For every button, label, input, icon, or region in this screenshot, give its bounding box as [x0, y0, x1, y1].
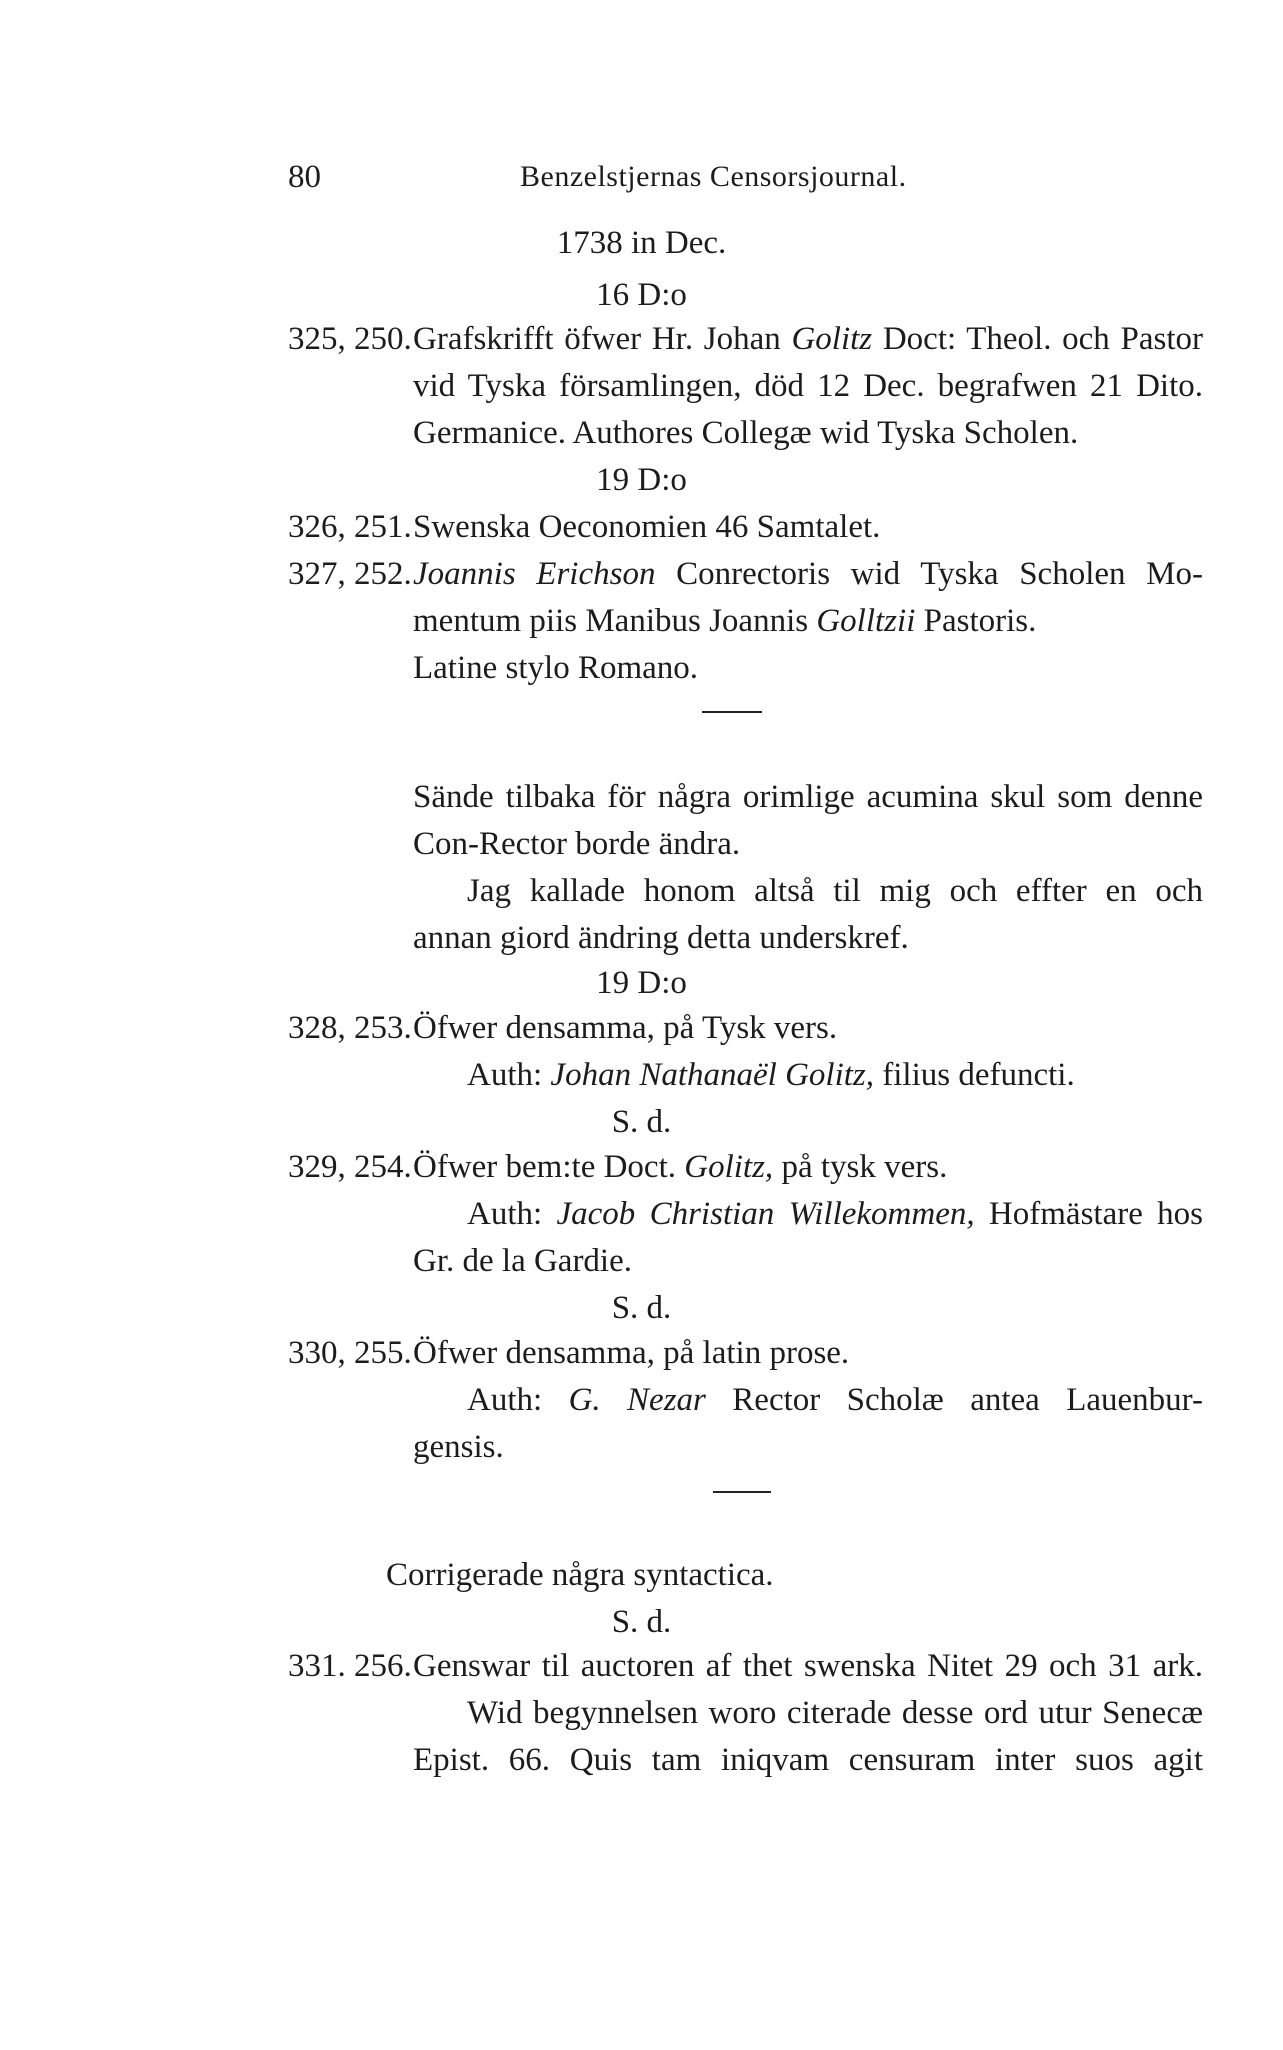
running-title: Benzelstjernas Censorsjournal. — [520, 160, 907, 193]
entry-number: 326, 251. — [288, 509, 412, 545]
entry-number: 331. 256. — [288, 1648, 412, 1684]
entry-author: Gr. de la Gardie. — [413, 1243, 632, 1279]
note-text: Corrigerade några syntactica. — [386, 1557, 774, 1593]
date-heading: S. d. — [611, 1290, 672, 1326]
entry-number: 329, 254. — [288, 1149, 412, 1185]
entry-number: 327, 252. — [288, 556, 412, 592]
note-text: annan giord ändring detta underskref. — [413, 920, 909, 956]
entry-text: mentum piis Manibus Joannis Golltzii Pastoris. — [413, 603, 1037, 639]
entry-text: Joannis Erichson Conrectoris wid Tyska Scholen Mo- — [413, 556, 1203, 592]
entry-number: 328, 253. — [288, 1010, 412, 1046]
section-divider — [713, 1491, 771, 1493]
note-text: Con-Rector borde ändra. — [413, 826, 741, 862]
section-divider — [702, 711, 762, 713]
entry-text: Wid begynnelsen woro citerade desse ord utur Senecæ — [467, 1695, 1203, 1731]
entry-author: Auth: G. Nezar Rector Scholæ antea Lauenbur- — [467, 1382, 1203, 1418]
entry-author: gensis. — [413, 1429, 504, 1465]
entry-text: Öfwer densamma, på latin prose. — [413, 1335, 850, 1371]
entry-text: Latine stylo Romano. — [413, 650, 699, 686]
entry-text: Öfwer densamma, på Tysk vers. — [413, 1010, 838, 1046]
date-heading: S. d. — [611, 1104, 672, 1140]
entry-text: Genswar til auctoren af thet swenska Nitet 29 och 31 ark. — [413, 1648, 1203, 1684]
note-text: Jag kallade honom altså til mig och effter en och — [467, 873, 1203, 909]
entry-author: Auth: Jacob Christian Willekommen, Hofmästare hos — [467, 1196, 1204, 1232]
entry-text: Öfwer bem:te Doct. Golitz, på tysk vers. — [413, 1149, 948, 1185]
date-heading: 19 D:o — [596, 965, 687, 1001]
entry-text: Swenska Oeconomien 46 Samtalet. — [413, 509, 881, 545]
entry-text: Epist. 66. Quis tam iniqvam censuram inter suos agit — [413, 1742, 1203, 1778]
date-heading: S. d. — [611, 1604, 672, 1640]
entry-text: Grafskrifft öfwer Hr. Johan Golitz Doct: Theol. och Pastor — [413, 321, 1203, 357]
note-text: Sände tilbaka för några orimlige acumina skul som denne — [413, 779, 1203, 815]
entry-number: 325, 250. — [288, 321, 412, 357]
entry-text: Germanice. Authores Collegæ wid Tyska Scholen. — [413, 415, 1079, 451]
page-number: 80 — [288, 159, 321, 195]
entry-text: vid Tyska församlingen, död 12 Dec. begrafwen 21 Dito. — [413, 368, 1203, 404]
date-heading: 1738 in Dec. — [556, 225, 727, 261]
entry-number: 330, 255. — [288, 1335, 412, 1371]
date-heading: 19 D:o — [596, 462, 687, 498]
date-heading: 16 D:o — [596, 277, 687, 313]
entry-author: Auth: Johan Nathanaël Golitz, filius defuncti. — [467, 1057, 1075, 1093]
